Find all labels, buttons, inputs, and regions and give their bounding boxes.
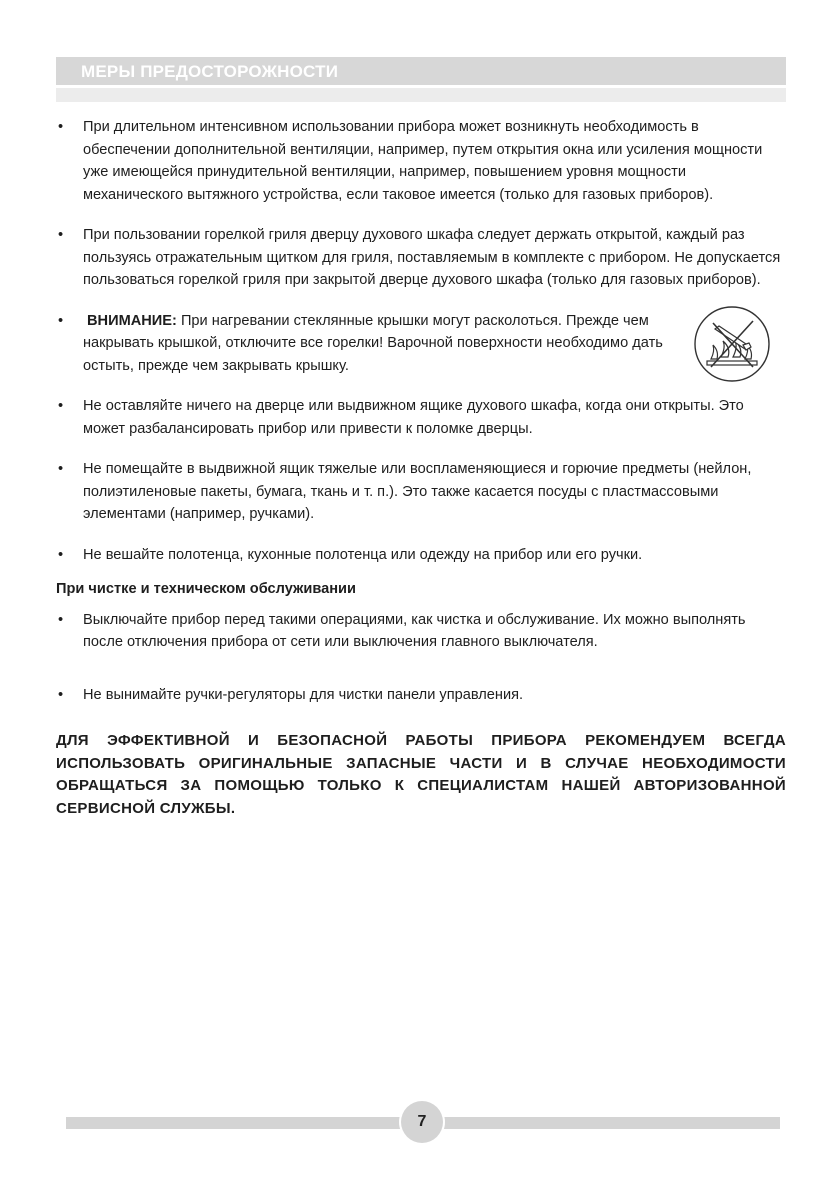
- list-item: [56, 458, 786, 526]
- bullet-dot: •: [58, 312, 64, 329]
- list-item: [56, 544, 786, 567]
- cleaning-heading: При чистке и техническом обслуживании: [56, 581, 357, 597]
- list-item: [56, 395, 786, 440]
- warning-text: При нагревании стеклянные крышки могут расколоться. Прежде чем накрывать крышкой, отключите все горелки! Варочной поверхности необходимо дать остыть, прежде чем закрывать крышку.: [83, 312, 663, 374]
- list-item-text: Не оставляйте ничего на дверце или выдвижном ящике духового шкафа, когда они открыты. Это может разбалансировать прибор или привести к поломке дверцы.: [83, 398, 744, 437]
- warning-item: [56, 310, 786, 378]
- bullet-dot: •: [58, 461, 64, 477]
- bullet-dot: •: [58, 686, 64, 703]
- list-item: [56, 224, 786, 292]
- section-title: МЕРЫ ПРЕДОСТОРОЖНОСТИ: [81, 62, 339, 81]
- list-item: [56, 609, 786, 654]
- bullet-dot: •: [58, 546, 64, 563]
- list-item-text: При длительном интенсивном использовании прибора может возникнуть необходимость в обеспечении дополнительной вентиляции, например, путем открытия окна или усиления мощности уже имеющейся принудительной вентиляции, например, повышением уровня мощности механического вытяжного устройства, если таковое имеется (только для газовых приборов).: [83, 119, 763, 203]
- list-item: [56, 684, 786, 707]
- list-item-text: Выключайте прибор перед такими операциями, как чистка и обслуживание. Их можно выполнять после отключения прибора от сети или выключения главного выключателя.: [83, 611, 746, 650]
- bullet-dot: •: [58, 611, 64, 628]
- list-item-text: Не помещайте в выдвижной ящик тяжелые или воспламеняющиеся и горючие предметы (нейлон, полиэтиленовые пакеты, бумага, ткань и т. п.). Это также касается посуды с пластмассовыми элементами (например, ручками).: [83, 461, 752, 522]
- bullet-dot: •: [58, 227, 64, 243]
- list-item-text: При пользовании горелкой гриля дверцу духового шкафа следует держать открытой, каждый раз пользуясь отражательным щитком для гриля, поставляемым в комплекте с прибором. Не допускается пользоваться горелкой гриля при закрытой дверце духового шкафа (только для газовых приборов).: [83, 227, 781, 288]
- warning-label: ВНИМАНИЕ:: [87, 312, 177, 329]
- bullet-dot: •: [58, 119, 64, 135]
- page-number: 7: [401, 1101, 443, 1143]
- header-divider: [56, 88, 786, 102]
- list-item-text: Не вынимайте ручки-регуляторы для чистки панели управления.: [83, 686, 524, 703]
- list-item-text: Не вешайте полотенца, кухонные полотенца или одежду на прибор или его ручки.: [83, 546, 643, 563]
- bullet-dot: •: [58, 398, 64, 414]
- final-note: ДЛЯ ЭФФЕКТИВНОЙ И БЕЗОПАСНОЙ РАБОТЫ ПРИБОРА РЕКОМЕНДУЕМ ВСЕГДА ИСПОЛЬЗОВАТЬ ОРИГИНАЛЬНЫЕ ЗАПАСНЫЕ ЧАСТИ И В СЛУЧАЕ НЕОБХОДИМОСТИ ОБРАЩАТЬСЯ ЗА ПОМОЩЬЮ ТОЛЬКО К СПЕЦИАЛИСТАМ НАШЕЙ АВТОРИЗОВАННОЙ СЕРВИСНОЙ СЛУЖБЫ.: [56, 732, 786, 817]
- list-item: [56, 116, 786, 206]
- page-content: [56, 116, 786, 820]
- no-lid-on-burner-icon: [693, 305, 771, 383]
- section-header: [56, 57, 786, 85]
